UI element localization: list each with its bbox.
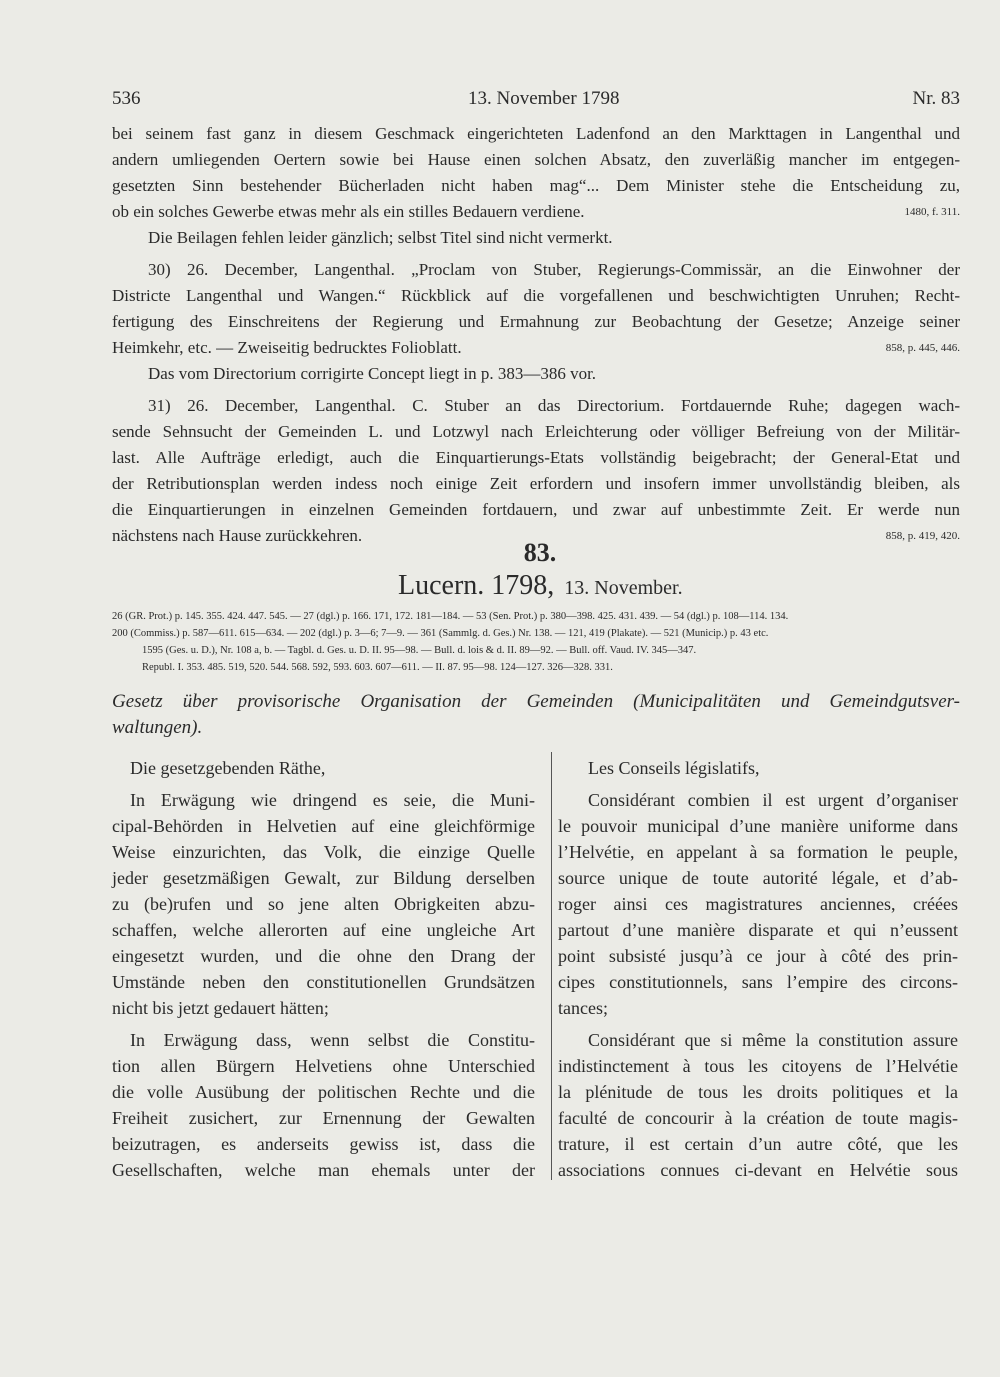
text-line: schaffen, welche allerorten auf eine ungleiche Art [112, 920, 535, 940]
text-line: roger ainsi ces magistratures anciennes, créées [558, 894, 958, 914]
text-line: le pouvoir municipal d’une manière uniforme dans [558, 816, 958, 836]
text-line: 31) 26. December, Langenthal. C. Stuber an das Directorium. Fortdauernde Ruhe; dagegen wach- [148, 396, 960, 415]
text-line: andern umliegenden Oertern sowie bei Hause einen solchen Absatz, den zuverläßig mancher im entgegen- [112, 150, 960, 169]
text-line: Les Conseils législatifs, [588, 758, 760, 778]
text-line: Die Beilagen fehlen leider gänzlich; selbst Titel sind nicht vermerkt. [148, 228, 613, 247]
law-title: Gesetz über provisorische Organisation der Gemeinden (Municipalitäten und Gemeindgutsver- [112, 691, 960, 712]
text-line: Die gesetzgebenden Räthe, [130, 758, 326, 778]
text-line: jeder gesetzmäßigen Gewalt, zur Bildung derselben [112, 868, 535, 888]
law-title: waltungen). [112, 717, 203, 738]
sources-line: 26 (GR. Prot.) p. 145. 355. 424. 447. 545. — 27 (dgl.) p. 166. 171, 172. 181—184. — 53 (Sen. Prot.) p. 380—398. 425. 431. 439. — 54 (dgl.) p. 108—114. 134. [112, 611, 789, 622]
text-line: bei seinem fast ganz in diesem Geschmack eingerichteten Ladenfond an den Markttagen in Langenthal und [112, 124, 960, 143]
text-line: Das vom Directorium corrigirte Concept liegt in p. 383—386 vor. [148, 364, 597, 383]
text-line: In Erwägung wie dringend es seie, die Muni- [130, 790, 535, 810]
text-line: nicht bis jetzt gedauert hätten; [112, 998, 329, 1018]
text-line: gesetzten Sinn bestehender Bücherladen nicht haben mag“... Dem Minister stehe die Entscheidung zu, [112, 176, 960, 195]
text-line: Umstände neben den constitutionellen Grundsätzen [112, 972, 535, 992]
text-line: die volle Ausübung der politischen Rechte und die [112, 1082, 535, 1102]
text-line: l’Helvétie, en appelant à sa formation le peuple, [558, 842, 958, 862]
text-line: la plénitude de tous les droits politiques et la [558, 1082, 958, 1102]
text-line: fertigung des Einschreitens der Regierung und Ermahnung zur Beobachtung der Gesetze; Anzeige seiner [112, 312, 960, 331]
sources-line: 1595 (Ges. u. D.), Nr. 108 a, b. — Tagbl. d. Ges. u. D. II. 95—98. — Bull. d. lois & d. II. 89—92. — Bull. off. Vaud. IV. 345—347. [142, 645, 697, 656]
text-line: last. Alle Aufträge erledigt, auch die Einquartierungs-Etats vollständig beigebracht; der General-Etat und [112, 448, 960, 467]
text-line: Freiheit zusichert, zur Ernennung der Gewalten [112, 1108, 535, 1128]
text-line: cipal-Behörden in Helvetien auf eine gleichförmige [112, 816, 535, 836]
text-line: der Retributionsplan werden indess noch einige Zeit erfordern und insofern immer unvollständig bleiben, als [112, 474, 960, 493]
text-line: sende Sehnsucht der Gemeinden L. und Lotzwyl nach Erleichterung oder völliger Befreiung von der Militär- [112, 422, 960, 441]
text-line: nächstens nach Hause zurückkehren. [112, 526, 363, 545]
text-line: indistinctement à tous les citoyens de l’Helvétie [558, 1056, 958, 1076]
text-line: associations connues ci-devant en Helvétie sous [558, 1160, 958, 1180]
section-number: 83. [523, 538, 557, 567]
text-line: Heimkehr, etc. — Zweiseitig bedrucktes Folioblatt. [112, 338, 462, 357]
text-line: 30) 26. December, Langenthal. „Proclam von Stuber, Regierungs-Commissär, an die Einwohner der [148, 260, 960, 279]
text-line: source unique de toute autorité légale, et d’ab- [558, 868, 958, 888]
section-date: 13. November. [564, 577, 683, 599]
page-number: 536 [112, 88, 141, 109]
column-divider [551, 752, 552, 1180]
text-line: Districte Langenthal und Wangen.“ Rückblick auf die vorgefallenen und beschwichtigten Unruhen; Recht- [112, 286, 960, 305]
text-line: eingesetzt wurden, und die ohne den Drang der [112, 946, 535, 966]
text-line: trature, il est certain d’un autre côté, que les [558, 1134, 958, 1154]
source-reference: 1480, f. 311. [904, 206, 960, 218]
text-line: faculté de concourir à la création de toute magis- [558, 1108, 958, 1128]
sources-line: Republ. I. 353. 485. 519, 520. 544. 568. 592, 593. 603. 607—611. — II. 87. 95—98. 124—127. 326—328. 331. [142, 662, 613, 673]
sources-line: 200 (Commiss.) p. 587—611. 615—634. — 202 (dgl.) p. 3—6; 7—9. — 361 (Sammlg. d. Ges.) Nr. 138. — 121, 419 (Plakate). — 521 (Municip.) p. 43 etc. [112, 628, 769, 639]
text-line: cipes constitutionnels, sans l’empire des circons- [558, 972, 958, 992]
text-line: die Einquartierungen in einzelnen Gemeinden fortdauern, und zwar auf unbestimmte Zeit. Er werde nun [112, 500, 960, 519]
section-place: Lucern. 1798, [398, 570, 555, 601]
text-line: Considérant que si même la constitution assure [588, 1030, 958, 1050]
header-number: Nr. 83 [912, 88, 960, 109]
header-date: 13. November 1798 [468, 88, 620, 109]
text-line: In Erwägung dass, wenn selbst die Constitu- [130, 1030, 535, 1050]
text-line: beizutragen, es anderseits gewiss ist, dass die [112, 1134, 535, 1154]
source-reference: 858, p. 445, 446. [885, 342, 960, 354]
text-line: Weise einzurichten, das Volk, die einzige Quelle [112, 842, 535, 862]
source-reference: 858, p. 419, 420. [885, 530, 960, 542]
text-line: Gesellschaften, welche man ehemals unter der [112, 1160, 535, 1180]
text-line: ob ein solches Gewerbe etwas mehr als ein stilles Bedauern verdiene. [112, 202, 585, 221]
text-line: tion allen Bürgern Helvetiens ohne Unterschied [112, 1056, 535, 1076]
text-line: zu (be)rufen und so jene alten Obrigkeiten abzu- [112, 894, 535, 914]
section-heading [398, 570, 683, 602]
text-line: partout d’une manière disparate et qui n’eussent [558, 920, 958, 940]
text-line: tances; [558, 998, 608, 1018]
text-line: point subsisté jusqu’à ce jour à côté des prin- [558, 946, 958, 966]
text-line: Considérant combien il est urgent d’organiser [588, 790, 958, 810]
